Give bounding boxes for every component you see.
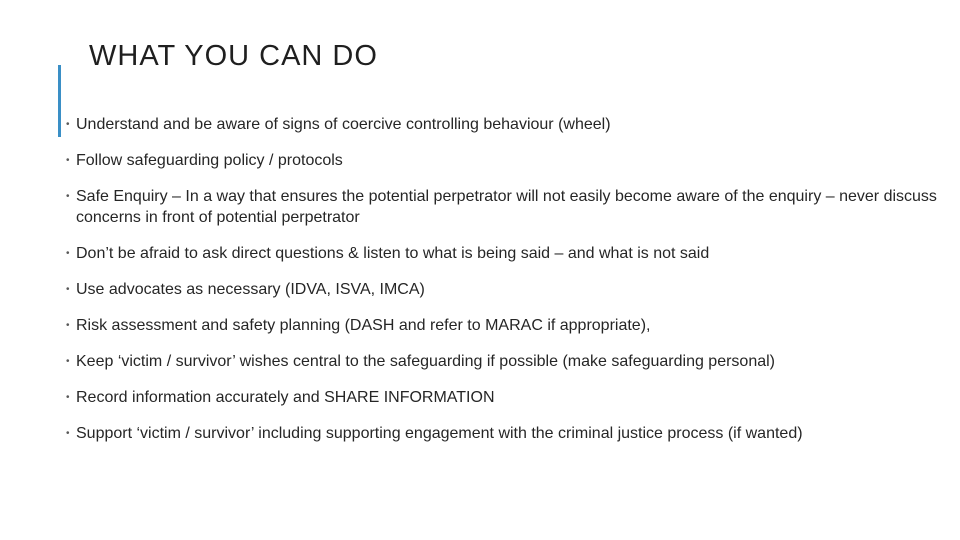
bullet-text: Keep ‘victim / survivor’ wishes central to the safeguarding if possible (make safeguarding personal) [76, 353, 776, 370]
bullet-marker: • [66, 248, 70, 259]
bullet-text: Understand and be aware of signs of coercive controlling behaviour (wheel) [76, 116, 611, 133]
bullet-marker: • [66, 356, 70, 367]
bullet-marker: • [66, 284, 70, 295]
bullet-text: Safe Enquiry – In a way that ensures the potential perpetrator will not easily become aware of the enquiry – never discuss concerns in front of potential perpetrator [76, 188, 937, 226]
bullet-item [66, 243, 946, 264]
title-accent-bar [58, 65, 61, 137]
bullet-text: Risk assessment and safety planning (DASH and refer to MARAC if appropriate), [76, 317, 651, 334]
bullet-text: Follow safeguarding policy / protocols [76, 152, 343, 169]
bullet-text: Use advocates as necessary (IDVA, ISVA, IMCA) [76, 281, 425, 298]
bullet-item [66, 387, 946, 408]
bullet-item [66, 114, 946, 135]
bullet-item [66, 351, 946, 372]
bullet-marker: • [66, 320, 70, 331]
bullet-item [66, 186, 946, 228]
bullet-text: Support ‘victim / survivor’ including supporting engagement with the criminal justice process (if wanted) [76, 425, 803, 442]
bullet-marker: • [66, 191, 70, 202]
bullet-item [66, 150, 946, 171]
bullet-marker: • [66, 119, 70, 130]
bullet-text: Record information accurately and SHARE INFORMATION [76, 389, 495, 406]
bullet-list [66, 114, 946, 459]
slide-title: WHAT YOU CAN DO [89, 40, 378, 72]
bullet-item [66, 423, 946, 444]
bullet-marker: • [66, 428, 70, 439]
bullet-item [66, 279, 946, 300]
bullet-item [66, 315, 946, 336]
bullet-text: Don’t be afraid to ask direct questions & listen to what is being said – and what is not said [76, 245, 710, 262]
bullet-marker: • [66, 155, 70, 166]
bullet-marker: • [66, 392, 70, 403]
